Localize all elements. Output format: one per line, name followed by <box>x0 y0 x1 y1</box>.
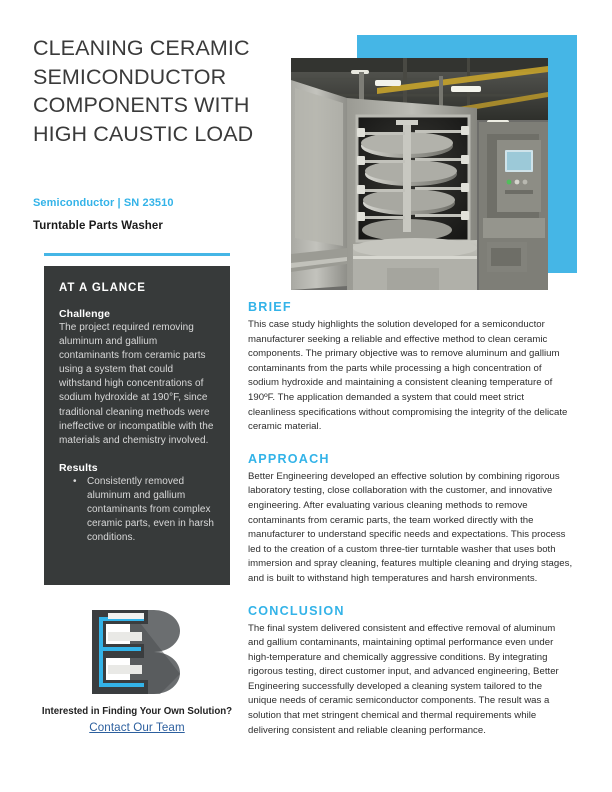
section-body: The final system delivered consistent and effective removal of aluminum and gallium contaminants, maintaining optimal performance even under high-temperature and chemically aggressive conditions. By integrating rigorous testing, direct customer input, and advanced engineering, Better Engineering successfully developed a cleaning system tailored to the unique needs of ceramic semiconductor components. The result was a solution that met stringent chemical and thermal requirements while delivering consistent and reliable cleaning performance. <box>248 622 559 736</box>
challenge-text: The project required removing aluminum and gallium contaminants from ceramic parts using a system that could withstand high concentrations of sodium hydroxide at 190°F, since traditional cleaning methods were ineffective or incompatible with the materials and chemistry involved. <box>59 322 214 446</box>
be-logo-icon <box>86 608 184 696</box>
contact-our-team-link[interactable]: Contact Our Team <box>89 721 185 735</box>
at-a-glance-title: AT A GLANCE <box>59 282 146 294</box>
cta-block <box>33 706 241 736</box>
section-heading: BRIEF <box>248 300 292 314</box>
glance-divider-rule <box>44 253 230 256</box>
results-list <box>59 475 216 545</box>
cta-prompt: Interested in Finding Your Own Solution? <box>41 706 233 717</box>
washer-photo-illustration <box>291 58 548 290</box>
better-engineering-logo <box>86 608 184 696</box>
section-brief <box>248 300 573 435</box>
challenge-label: Challenge <box>59 308 111 320</box>
section-conclusion <box>248 604 573 739</box>
machine-name: Turntable Parts Washer <box>33 220 164 232</box>
section-body: This case study highlights the solution developed for a semiconductor manufacturer seeking a reliable and effective method to clean ceramic components. The primary objective was to remove aluminum and gallium contaminants from the parts while processing a high concentration of sodium hydroxide and maintaining a consistent cleaning temperature of 190ºF. The application demanded a system that could meet strict cleanliness specifications without compromising the integrity of the delicate ceramic material. <box>248 319 568 433</box>
industry-sn-line: Semiconductor | SN 23510 <box>33 197 174 209</box>
results-label: Results <box>59 461 98 474</box>
section-heading: APPROACH <box>248 451 330 466</box>
product-photo <box>291 58 548 290</box>
list-item: • Consistently removed aluminum and gallium contaminants from complex ceramic parts, even in harsh conditions. <box>73 475 216 545</box>
section-heading: CONCLUSION <box>248 603 345 618</box>
at-a-glance-panel <box>44 266 230 585</box>
section-body: Better Engineering developed an effective solution by combining rigorous laboratory testing, close collaboration with the customer, and innovative engineering. After evaluating various cleaning methods to remove contaminants from ceramic parts, the team worked directly with the manufacturer to understand specific needs and expectations. This process led to the creation of a custom three-tier turntable washer that uses both immersion and spray cleaning, features multiple cleaning and drying stages, and is built to withstand high temperatures and harsh environments. <box>248 470 573 584</box>
main-content <box>248 300 573 738</box>
section-approach <box>248 452 573 587</box>
page-title: CLEANING CERAMIC SEMICONDUCTOR COMPONENTS WITH HIGH CAUSTIC LOAD <box>33 36 254 146</box>
